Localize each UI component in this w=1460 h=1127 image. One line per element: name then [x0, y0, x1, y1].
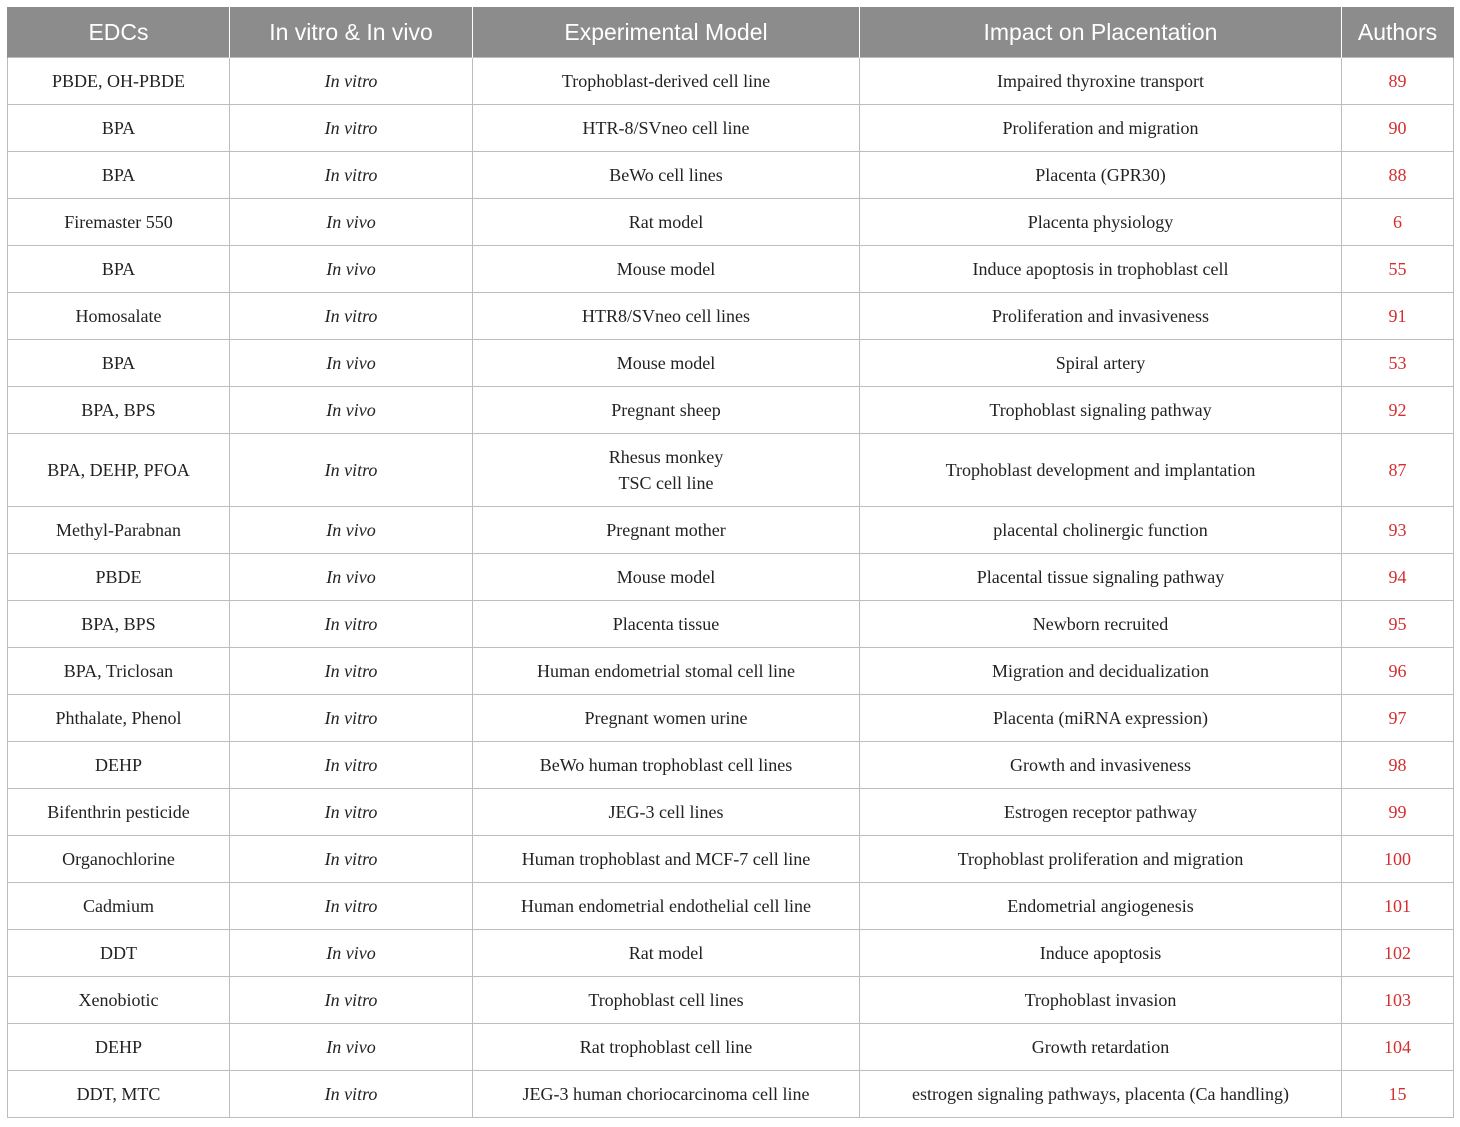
- cell-impact: Newborn recruited: [860, 601, 1342, 648]
- cell-experimental-model: [473, 105, 860, 152]
- cell-impact: Placenta physiology: [860, 199, 1342, 246]
- model-line: Rat model: [628, 212, 704, 232]
- cell-experimental-model: [473, 387, 860, 434]
- table-row: [8, 387, 1454, 434]
- cell-experimental-model: [473, 293, 860, 340]
- cell-edc: DEHP: [8, 1024, 230, 1071]
- cell-edc: Bifenthrin pesticide: [8, 789, 230, 836]
- cell-study-type: In vitro: [230, 789, 473, 836]
- table-row: [8, 507, 1454, 554]
- cell-impact: Trophoblast proliferation and migration: [860, 836, 1342, 883]
- cell-study-type: In vitro: [230, 883, 473, 930]
- cell-experimental-model: [473, 836, 860, 883]
- cell-experimental-model: [473, 742, 860, 789]
- cell-edc: BPA, DEHP, PFOA: [8, 434, 230, 507]
- table-row: [8, 152, 1454, 199]
- model-line: Mouse model: [616, 353, 716, 373]
- table-row: [8, 340, 1454, 387]
- cell-edc: Phthalate, Phenol: [8, 695, 230, 742]
- cell-edc: DDT, MTC: [8, 1071, 230, 1118]
- table-row: [8, 742, 1454, 789]
- cell-study-type: In vivo: [230, 507, 473, 554]
- cell-study-type: In vitro: [230, 648, 473, 695]
- cell-edc: Methyl-Parabnan: [8, 507, 230, 554]
- cell-impact: Growth and invasiveness: [860, 742, 1342, 789]
- cell-experimental-model: [473, 246, 860, 293]
- table-row: [8, 836, 1454, 883]
- cell-reference-link[interactable]: 90: [1342, 105, 1454, 152]
- model-line: Pregnant women urine: [584, 708, 748, 728]
- cell-study-type: In vitro: [230, 1071, 473, 1118]
- table-row: [8, 648, 1454, 695]
- cell-reference-link[interactable]: 53: [1342, 340, 1454, 387]
- cell-study-type: In vitro: [230, 977, 473, 1024]
- table-row: [8, 977, 1454, 1024]
- cell-impact: Proliferation and migration: [860, 105, 1342, 152]
- cell-experimental-model: [473, 930, 860, 977]
- model-line: Pregnant mother: [606, 520, 726, 540]
- cell-reference-link[interactable]: 100: [1342, 836, 1454, 883]
- cell-study-type: In vivo: [230, 387, 473, 434]
- cell-edc: BPA, BPS: [8, 387, 230, 434]
- model-line: Human endometrial stomal cell line: [537, 661, 795, 681]
- table-row: [8, 58, 1454, 105]
- cell-impact: Placenta (GPR30): [860, 152, 1342, 199]
- model-line: Rhesus monkey: [608, 447, 724, 467]
- cell-edc: BPA: [8, 340, 230, 387]
- cell-reference-link[interactable]: 91: [1342, 293, 1454, 340]
- header-impact-on-placentation: Impact on Placentation: [860, 7, 1342, 58]
- cell-reference-link[interactable]: 88: [1342, 152, 1454, 199]
- cell-reference-link[interactable]: 104: [1342, 1024, 1454, 1071]
- cell-impact: Trophoblast signaling pathway: [860, 387, 1342, 434]
- header-row: [8, 7, 1454, 58]
- cell-study-type: In vitro: [230, 742, 473, 789]
- cell-reference-link[interactable]: 93: [1342, 507, 1454, 554]
- cell-study-type: In vitro: [230, 58, 473, 105]
- model-line: JEG-3 cell lines: [608, 802, 724, 822]
- table-row: [8, 930, 1454, 977]
- table-row: [8, 601, 1454, 648]
- cell-experimental-model: [473, 601, 860, 648]
- table-row: [8, 554, 1454, 601]
- header-experimental-model: Experimental Model: [473, 7, 860, 58]
- cell-reference-link[interactable]: 87: [1342, 434, 1454, 507]
- cell-reference-link[interactable]: 89: [1342, 58, 1454, 105]
- cell-reference-link[interactable]: 15: [1342, 1071, 1454, 1118]
- cell-study-type: In vivo: [230, 199, 473, 246]
- cell-study-type: In vitro: [230, 105, 473, 152]
- cell-experimental-model: [473, 695, 860, 742]
- cell-edc: Homosalate: [8, 293, 230, 340]
- model-line: Mouse model: [616, 259, 716, 279]
- table-row: [8, 199, 1454, 246]
- cell-impact: Estrogen receptor pathway: [860, 789, 1342, 836]
- cell-reference-link[interactable]: 6: [1342, 199, 1454, 246]
- cell-edc: Organochlorine: [8, 836, 230, 883]
- cell-experimental-model: [473, 977, 860, 1024]
- model-line: BeWo cell lines: [609, 165, 723, 185]
- table-row: [8, 1024, 1454, 1071]
- cell-edc: Firemaster 550: [8, 199, 230, 246]
- cell-study-type: In vivo: [230, 930, 473, 977]
- cell-impact: Induce apoptosis in trophoblast cell: [860, 246, 1342, 293]
- model-line: Rat model: [628, 943, 704, 963]
- table-row: [8, 105, 1454, 152]
- cell-experimental-model: [473, 507, 860, 554]
- cell-edc: Cadmium: [8, 883, 230, 930]
- cell-edc: BPA: [8, 246, 230, 293]
- cell-edc: PBDE, OH-PBDE: [8, 58, 230, 105]
- table-row: [8, 883, 1454, 930]
- cell-impact: estrogen signaling pathways, placenta (Ca handling): [860, 1071, 1342, 1118]
- cell-experimental-model: [473, 789, 860, 836]
- table-header: [8, 7, 1454, 58]
- model-line: JEG-3 human choriocarcinoma cell line: [522, 1084, 810, 1104]
- table-row: [8, 434, 1454, 507]
- header-edcs: EDCs: [8, 7, 230, 58]
- cell-reference-link[interactable]: 97: [1342, 695, 1454, 742]
- model-line: Pregnant sheep: [611, 400, 721, 420]
- cell-experimental-model: [473, 883, 860, 930]
- model-line: HTR-8/SVneo cell line: [582, 118, 750, 138]
- cell-impact: Trophoblast invasion: [860, 977, 1342, 1024]
- cell-edc: DDT: [8, 930, 230, 977]
- cell-impact: Trophoblast development and implantation: [860, 434, 1342, 507]
- cell-edc: BPA, Triclosan: [8, 648, 230, 695]
- cell-experimental-model: [473, 199, 860, 246]
- cell-experimental-model: [473, 340, 860, 387]
- cell-study-type: In vivo: [230, 1024, 473, 1071]
- edc-table-container: [7, 7, 1453, 1118]
- cell-study-type: In vitro: [230, 293, 473, 340]
- table-row: [8, 789, 1454, 836]
- header-authors: Authors: [1342, 7, 1454, 58]
- cell-study-type: In vivo: [230, 246, 473, 293]
- cell-study-type: In vitro: [230, 836, 473, 883]
- cell-study-type: In vitro: [230, 434, 473, 507]
- model-line: Placenta tissue: [612, 614, 720, 634]
- cell-study-type: In vitro: [230, 152, 473, 199]
- model-line: BeWo human trophoblast cell lines: [539, 755, 793, 775]
- cell-study-type: In vitro: [230, 601, 473, 648]
- cell-reference-link[interactable]: 96: [1342, 648, 1454, 695]
- cell-reference-link[interactable]: 102: [1342, 930, 1454, 977]
- cell-experimental-model: [473, 58, 860, 105]
- cell-experimental-model: [473, 1024, 860, 1071]
- cell-edc: BPA, BPS: [8, 601, 230, 648]
- model-line: Rat trophoblast cell line: [579, 1037, 753, 1057]
- cell-impact: Spiral artery: [860, 340, 1342, 387]
- cell-impact: Growth retardation: [860, 1024, 1342, 1071]
- cell-impact: Induce apoptosis: [860, 930, 1342, 977]
- model-line: Trophoblast cell lines: [588, 990, 744, 1010]
- cell-edc: BPA: [8, 152, 230, 199]
- cell-edc: PBDE: [8, 554, 230, 601]
- cell-impact: placental cholinergic function: [860, 507, 1342, 554]
- cell-edc: BPA: [8, 105, 230, 152]
- cell-experimental-model: [473, 1071, 860, 1118]
- cell-edc: Xenobiotic: [8, 977, 230, 1024]
- cell-reference-link[interactable]: 98: [1342, 742, 1454, 789]
- header-in-vitro-in-vivo: In vitro & In vivo: [230, 7, 473, 58]
- table-body: [8, 58, 1454, 1118]
- model-line: Mouse model: [616, 567, 716, 587]
- cell-reference-link[interactable]: 95: [1342, 601, 1454, 648]
- cell-experimental-model: [473, 152, 860, 199]
- cell-impact: Placental tissue signaling pathway: [860, 554, 1342, 601]
- model-line: HTR8/SVneo cell lines: [582, 306, 750, 326]
- cell-reference-link[interactable]: 103: [1342, 977, 1454, 1024]
- model-line: Trophoblast-derived cell line: [561, 71, 771, 91]
- cell-study-type: In vitro: [230, 695, 473, 742]
- cell-edc: DEHP: [8, 742, 230, 789]
- cell-experimental-model: [473, 434, 860, 507]
- table-row: [8, 246, 1454, 293]
- cell-impact: Placenta (miRNA expression): [860, 695, 1342, 742]
- cell-impact: Migration and decidualization: [860, 648, 1342, 695]
- cell-study-type: In vivo: [230, 554, 473, 601]
- cell-study-type: In vivo: [230, 340, 473, 387]
- edc-placentation-table: [7, 7, 1454, 1118]
- cell-impact: Impaired thyroxine transport: [860, 58, 1342, 105]
- cell-reference-link[interactable]: 92: [1342, 387, 1454, 434]
- model-line: Human trophoblast and MCF-7 cell line: [521, 849, 811, 869]
- cell-reference-link[interactable]: 99: [1342, 789, 1454, 836]
- model-line: TSC cell line: [618, 473, 714, 493]
- cell-reference-link[interactable]: 55: [1342, 246, 1454, 293]
- table-row: [8, 1071, 1454, 1118]
- cell-reference-link[interactable]: 101: [1342, 883, 1454, 930]
- cell-experimental-model: [473, 554, 860, 601]
- cell-impact: Proliferation and invasiveness: [860, 293, 1342, 340]
- table-row: [8, 293, 1454, 340]
- model-line: Human endometrial endothelial cell line: [521, 896, 811, 916]
- cell-reference-link[interactable]: 94: [1342, 554, 1454, 601]
- cell-experimental-model: [473, 648, 860, 695]
- cell-impact: Endometrial angiogenesis: [860, 883, 1342, 930]
- table-row: [8, 695, 1454, 742]
